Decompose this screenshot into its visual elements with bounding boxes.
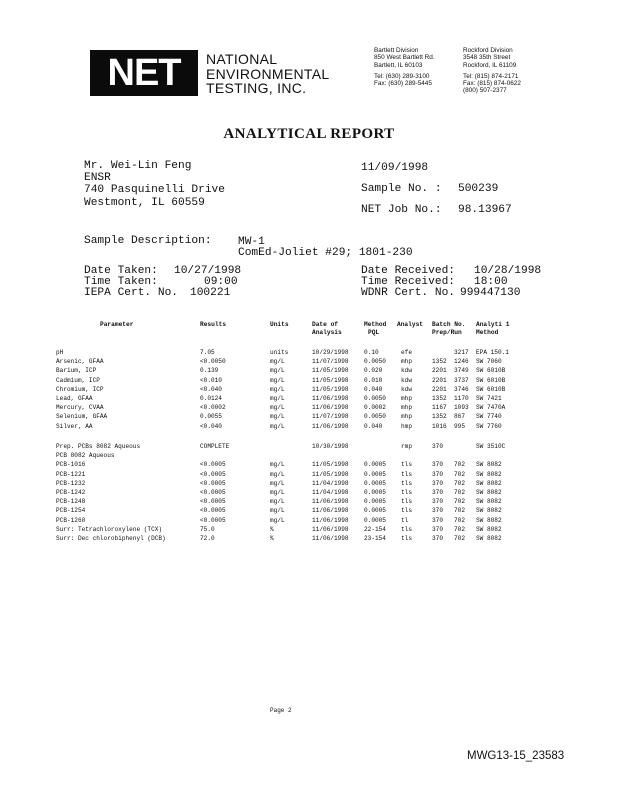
table-cell-analyst: mhp xyxy=(401,358,412,366)
division-line: Bartlett Division xyxy=(374,47,419,54)
table-cell-analyst: tls xyxy=(401,507,412,515)
table-cell-param: Surr: Tetrachloroxylene (TCX) xyxy=(56,525,163,533)
table-cell-result: <0.0005 xyxy=(200,479,226,487)
col-units: Units xyxy=(270,321,289,328)
time-taken: 09:00 xyxy=(204,276,238,288)
table-cell-run: 1170 xyxy=(454,395,469,402)
table-cell-pql: 0.0005 xyxy=(364,461,386,469)
division-line: Fax: (815) 874-0622 xyxy=(463,80,521,88)
table-cell-pql: 23-154 xyxy=(364,535,386,542)
table-cell-method: SW 8082 xyxy=(476,525,502,533)
division-line: Bartlett, IL 60103 xyxy=(374,61,423,69)
table-cell-result: <0.0005 xyxy=(200,498,226,506)
report-title: ANALYTICAL REPORT xyxy=(223,126,395,142)
table-cell-units: mg/L xyxy=(270,404,285,412)
table-cell-units: % xyxy=(270,535,274,542)
sample-no: 500239 xyxy=(458,183,499,195)
table-cell-batch: 2201 xyxy=(432,367,447,375)
table-cell-units: mg/L xyxy=(270,498,285,506)
table-cell-method: SW 7421 xyxy=(476,395,502,402)
table-cell-units: mg/L xyxy=(270,516,285,524)
table-cell-date: 11/04/1998 xyxy=(312,479,349,487)
table-cell-run: 995 xyxy=(454,422,465,430)
col-date-of: Date of xyxy=(312,321,338,328)
table-cell-param: PCB-1221 xyxy=(56,470,86,478)
table-cell-result: <0.0005 xyxy=(200,507,226,515)
table-cell-units: units xyxy=(270,349,289,356)
table-cell-result: 0.0124 xyxy=(200,395,222,402)
table-cell-pql: 0.040 xyxy=(364,385,383,393)
table-cell-date: 11/06/1998 xyxy=(312,422,349,430)
table-cell-method: SW 6010B xyxy=(476,367,506,375)
table-cell-analyst: mhp xyxy=(401,413,412,421)
table-cell-result: <0.040 xyxy=(200,385,222,393)
col-analysis: Analysis xyxy=(312,329,342,336)
table-cell-method: SW 8082 xyxy=(476,489,502,496)
table-cell-analyst: kdw xyxy=(401,376,412,384)
division-line: Tel: (815) 874-2171 xyxy=(463,72,519,80)
table-cell-result: <0.0005 xyxy=(200,489,226,496)
table-cell-pql: 0.0002 xyxy=(364,404,386,412)
table-cell-analyst: efe xyxy=(401,349,412,356)
table-cell-run: 3749 xyxy=(454,367,469,375)
table-cell-method: SW 8082 xyxy=(476,461,502,469)
col-analyst: Analyst xyxy=(397,321,423,328)
sample-location: ComEd-Joliet #29; 1801-230 xyxy=(238,247,413,259)
table-cell-batch: 370 xyxy=(432,507,443,515)
table-cell-date: 10/29/1998 xyxy=(312,349,349,356)
table-cell-result: <0.0050 xyxy=(200,358,226,366)
table-cell-param: pH xyxy=(56,349,64,356)
table-cell-batch: 1167 xyxy=(432,404,447,412)
col-batch-no: Batch No. xyxy=(432,321,466,328)
iepa-cert-label: IEPA Cert. No. xyxy=(84,287,178,299)
table-cell-date: 11/05/1998 xyxy=(312,461,349,469)
table-cell-method: SW 8082 xyxy=(476,470,502,478)
table-cell-analyst: kdw xyxy=(401,385,412,393)
date-taken: 10/27/1998 xyxy=(174,265,242,277)
table-cell-batch: 1016 xyxy=(432,422,447,430)
table-cell-method: SW 6010B xyxy=(476,385,506,393)
registered-mark: ® xyxy=(193,88,199,95)
table-cell-method: SW 8082 xyxy=(476,516,502,524)
client-company: ENSR xyxy=(84,172,111,185)
table-cell-date: 11/06/1998 xyxy=(312,498,349,506)
division-line: Rockford Division xyxy=(463,47,513,54)
table-cell-pql: 22-154 xyxy=(364,525,386,533)
table-cell-date: 11/06/1998 xyxy=(312,525,349,533)
table-cell-pql: 0.0050 xyxy=(364,395,386,402)
table-cell-batch: 1352 xyxy=(432,413,447,421)
table-cell-run: 1246 xyxy=(454,358,469,366)
time-received-label: Time Received: xyxy=(361,276,455,288)
table-cell-result: 72.0 xyxy=(200,535,215,542)
job-no-label: NET Job No.: xyxy=(361,204,442,216)
table-cell-date: 11/07/1998 xyxy=(312,358,349,366)
table-cell-param: Silver, AA xyxy=(56,422,93,430)
col-pql: PQL xyxy=(368,329,380,336)
table-cell-pql: 0.0005 xyxy=(364,516,386,524)
col-analyti: Analyti 1 xyxy=(476,321,510,328)
table-cell-result: 7.05 xyxy=(200,349,215,356)
table-cell-param: Lead, GFAA xyxy=(56,395,93,402)
table-cell-analyst: tls xyxy=(401,535,412,542)
table-cell-analyst: tls xyxy=(401,489,412,496)
table-cell-pql: 0.0005 xyxy=(364,479,386,487)
iepa-cert-no: 100221 xyxy=(190,287,231,299)
table-cell-run: 702 xyxy=(454,498,465,506)
table-cell-batch: 370 xyxy=(432,525,443,533)
division-line: Rockford, IL 61109 xyxy=(463,61,517,69)
table-cell-analyst: kdw xyxy=(401,367,412,375)
table-cell-result: 75.0 xyxy=(200,525,215,533)
table-cell-units: mg/L xyxy=(270,385,285,393)
table-cell-date: 11/05/1998 xyxy=(312,470,349,478)
time-taken-label: Time Taken: xyxy=(84,276,158,288)
table-cell-date: 11/06/1998 xyxy=(312,404,349,412)
table-cell-run: 702 xyxy=(454,525,465,533)
table-cell-batch: 1352 xyxy=(432,395,447,402)
table-cell-run: 3746 xyxy=(454,385,469,393)
table-cell-analyst: mhp xyxy=(401,404,412,412)
table-cell-run: 702 xyxy=(454,535,465,542)
table-cell-units: mg/L xyxy=(270,395,285,402)
table-cell-analyst: hmp xyxy=(401,422,412,430)
client-address xyxy=(84,160,225,209)
sample-description-label: Sample Description: xyxy=(84,235,212,247)
table-cell-run: 702 xyxy=(454,489,465,496)
rockford-division xyxy=(463,47,521,95)
table-cell-param: Chromium, ICP xyxy=(56,385,104,393)
table-cell-param: PCB-1232 xyxy=(56,479,86,487)
date-received: 10/28/1998 xyxy=(474,265,542,277)
page-number: Page 2 xyxy=(270,707,292,714)
table-cell-method: SW 8082 xyxy=(476,498,502,506)
table-cell-method: SW 8082 xyxy=(476,507,502,515)
table-cell-result: 0.0055 xyxy=(200,413,222,421)
table-cell-date: 11/06/1998 xyxy=(312,516,349,524)
table-cell-analyst: rmp xyxy=(401,443,412,450)
table-cell-method: SW 6010B xyxy=(476,376,506,384)
table-cell-batch: 370 xyxy=(432,489,443,496)
company-name xyxy=(206,52,329,96)
table-cell-pql: 0.0050 xyxy=(364,413,386,421)
client-city: Westmont, IL 60559 xyxy=(84,196,205,209)
table-cell-units: mg/L xyxy=(270,479,285,487)
table-cell-analyst: tls xyxy=(401,470,412,478)
logo-text: NET xyxy=(107,52,181,94)
table-cell-run: 702 xyxy=(454,507,465,515)
table-cell-method: SW 7740 xyxy=(476,413,502,421)
table-cell-analyst: mhp xyxy=(401,395,412,402)
table-cell-analyst: tls xyxy=(401,498,412,506)
table-cell-run: 702 xyxy=(454,516,465,524)
table-cell-result: <0.0002 xyxy=(200,404,226,412)
table-cell-param: Surr: Dec chlorobiphenyl (DCB) xyxy=(56,535,166,542)
table-cell-date: 11/05/1998 xyxy=(312,367,349,375)
table-cell-result: <0.0005 xyxy=(200,516,226,524)
date-received-label: Date Received: xyxy=(361,265,455,277)
table-cell-pql: 0.0050 xyxy=(364,358,386,366)
table-cell-param: Prep. PCBs 8082 Aqueous xyxy=(56,443,141,450)
table-cell-param: Arsenic, GFAA xyxy=(56,358,104,366)
table-cell-analyst: tls xyxy=(401,461,412,469)
table-cell-units: mg/L xyxy=(270,358,285,366)
client-name: Mr. Wei-Lin Feng xyxy=(84,160,192,172)
table-cell-result: <0.0005 xyxy=(200,461,226,469)
table-cell-units: mg/L xyxy=(270,367,285,375)
col-method: Method xyxy=(364,321,387,328)
table-cell-method: SW 8082 xyxy=(476,535,502,542)
table-cell-param: Cadmium, ICP xyxy=(56,376,100,384)
table-cell-method: SW 3510C xyxy=(476,443,506,450)
table-cell-batch: 370 xyxy=(432,498,443,506)
table-cell-date: 11/05/1998 xyxy=(312,385,349,393)
report-date: 11/09/1998 xyxy=(361,162,429,174)
sample-no-label: Sample No. : xyxy=(361,183,442,195)
job-no: 98.13967 xyxy=(458,204,512,216)
table-cell-date: 11/04/1998 xyxy=(312,489,349,496)
table-cell-method: EPA 150.1 xyxy=(476,349,509,356)
table-cell-method: SW 8082 xyxy=(476,479,502,487)
table-cell-result: <0.0005 xyxy=(200,470,226,478)
table-cell-batch: 370 xyxy=(432,516,443,524)
table-cell-pql: 0.0005 xyxy=(364,489,386,496)
table-cell-pql: 0.040 xyxy=(364,422,383,430)
table-cell-run: 1093 xyxy=(454,404,469,412)
wdnr-cert-no: 999447130 xyxy=(460,287,521,299)
company-name-line: NATIONAL xyxy=(206,51,278,67)
table-cell-pql: 0.0005 xyxy=(364,470,386,478)
table-cell-run: 3217 xyxy=(454,349,469,356)
table-cell-units: mg/L xyxy=(270,422,285,430)
table-cell-result: COMPLETE xyxy=(200,443,230,450)
table-cell-param: Mercury, CVAA xyxy=(56,404,104,412)
table-cell-date: 11/06/1998 xyxy=(312,507,349,515)
division-line: Tel: (630) 289-3100 xyxy=(374,72,430,80)
table-cell-units: mg/L xyxy=(270,489,285,496)
table-cell-batch: 370 xyxy=(432,470,443,478)
table-cell-result: <0.010 xyxy=(200,376,222,384)
col-results: Results xyxy=(200,321,226,328)
table-cell-param: PCB-1248 xyxy=(56,498,86,506)
table-cell-param: PCB-1242 xyxy=(56,489,86,496)
table-cell-batch: 370 xyxy=(432,479,443,487)
col-parameter: Parameter xyxy=(100,321,134,328)
table-cell-param: PCB-1260 xyxy=(56,516,86,524)
table-cell-analyst: tls xyxy=(401,525,412,533)
table-cell-analyst: tl xyxy=(401,516,409,524)
division-line: 850 West Bartlett Rd. xyxy=(374,54,435,62)
col-method-ref: Method xyxy=(476,329,499,336)
table-cell-pql: 0.0005 xyxy=(364,507,386,515)
table-cell-date: 11/07/1998 xyxy=(312,413,349,421)
table-cell-result: <0.040 xyxy=(200,422,222,430)
table-cell-result: 0.139 xyxy=(200,367,219,375)
table-cell-pql: 0.010 xyxy=(364,376,383,384)
division-line: (800) 507-2377 xyxy=(463,87,507,95)
table-cell-analyst: tls xyxy=(401,479,412,487)
table-cell-pql: 0.0005 xyxy=(364,498,386,506)
company-name-line: ENVIRONMENTAL xyxy=(206,65,330,82)
table-cell-units: mg/L xyxy=(270,470,285,478)
table-cell-batch: 1352 xyxy=(432,358,447,366)
division-line: Fax: (630) 289-5445 xyxy=(374,80,432,88)
table-cell-param: Barium, ICP xyxy=(56,367,97,375)
client-street: 740 Pasquinelli Drive xyxy=(84,184,225,197)
table-cell-units: mg/L xyxy=(270,413,285,421)
table-cell-units: mg/L xyxy=(270,507,285,515)
table-cell-param: Selenium, GFAA xyxy=(56,413,108,421)
table-cell-method: SW 7060 xyxy=(476,358,502,366)
table-cell-pql: 0.10 xyxy=(364,349,379,356)
col-prep-run: Prep/Run xyxy=(432,329,462,336)
date-taken-label: Date Taken: xyxy=(84,265,158,277)
table-cell-units: mg/L xyxy=(270,376,285,384)
table-cell-batch: 2201 xyxy=(432,385,447,393)
company-name-line: TESTING, INC. xyxy=(206,80,307,96)
division-line: 3548 35th Street xyxy=(463,54,511,62)
table-cell-method: SW 7470A xyxy=(476,404,506,412)
table-cell-method: SW 7760 xyxy=(476,422,502,430)
table-cell-param: PCB 8082 Aqueous xyxy=(56,452,115,460)
table-cell-batch: 2201 xyxy=(432,376,447,384)
table-cell-batch: 370 xyxy=(432,461,443,469)
bartlett-division xyxy=(374,47,435,87)
table-cell-run: 702 xyxy=(454,470,465,478)
table-cell-pql: 0.020 xyxy=(364,367,383,375)
time-received: 18:00 xyxy=(474,276,508,288)
table-cell-param: PCB-1254 xyxy=(56,507,86,515)
table-cell-date: 11/06/1998 xyxy=(312,535,349,542)
table-cell-units: mg/L xyxy=(270,461,285,469)
table-cell-run: 3737 xyxy=(454,376,469,384)
sample-description: MW-1 xyxy=(238,236,265,248)
table-cell-batch: 370 xyxy=(432,535,443,542)
table-cell-date: 10/30/1998 xyxy=(312,443,349,450)
wdnr-cert-label: WDNR Cert. No. xyxy=(361,287,455,299)
table-cell-run: 702 xyxy=(454,461,465,469)
table-cell-date: 11/05/1998 xyxy=(312,376,349,384)
document-id: MWG13-15_23583 xyxy=(467,750,565,762)
table-cell-run: 867 xyxy=(454,413,465,421)
table-cell-param: PCB-1016 xyxy=(56,461,86,469)
table-cell-run: 702 xyxy=(454,479,465,487)
table-cell-units: % xyxy=(270,525,274,533)
table-cell-date: 11/06/1998 xyxy=(312,395,349,402)
table-cell-batch: 370 xyxy=(432,443,443,450)
